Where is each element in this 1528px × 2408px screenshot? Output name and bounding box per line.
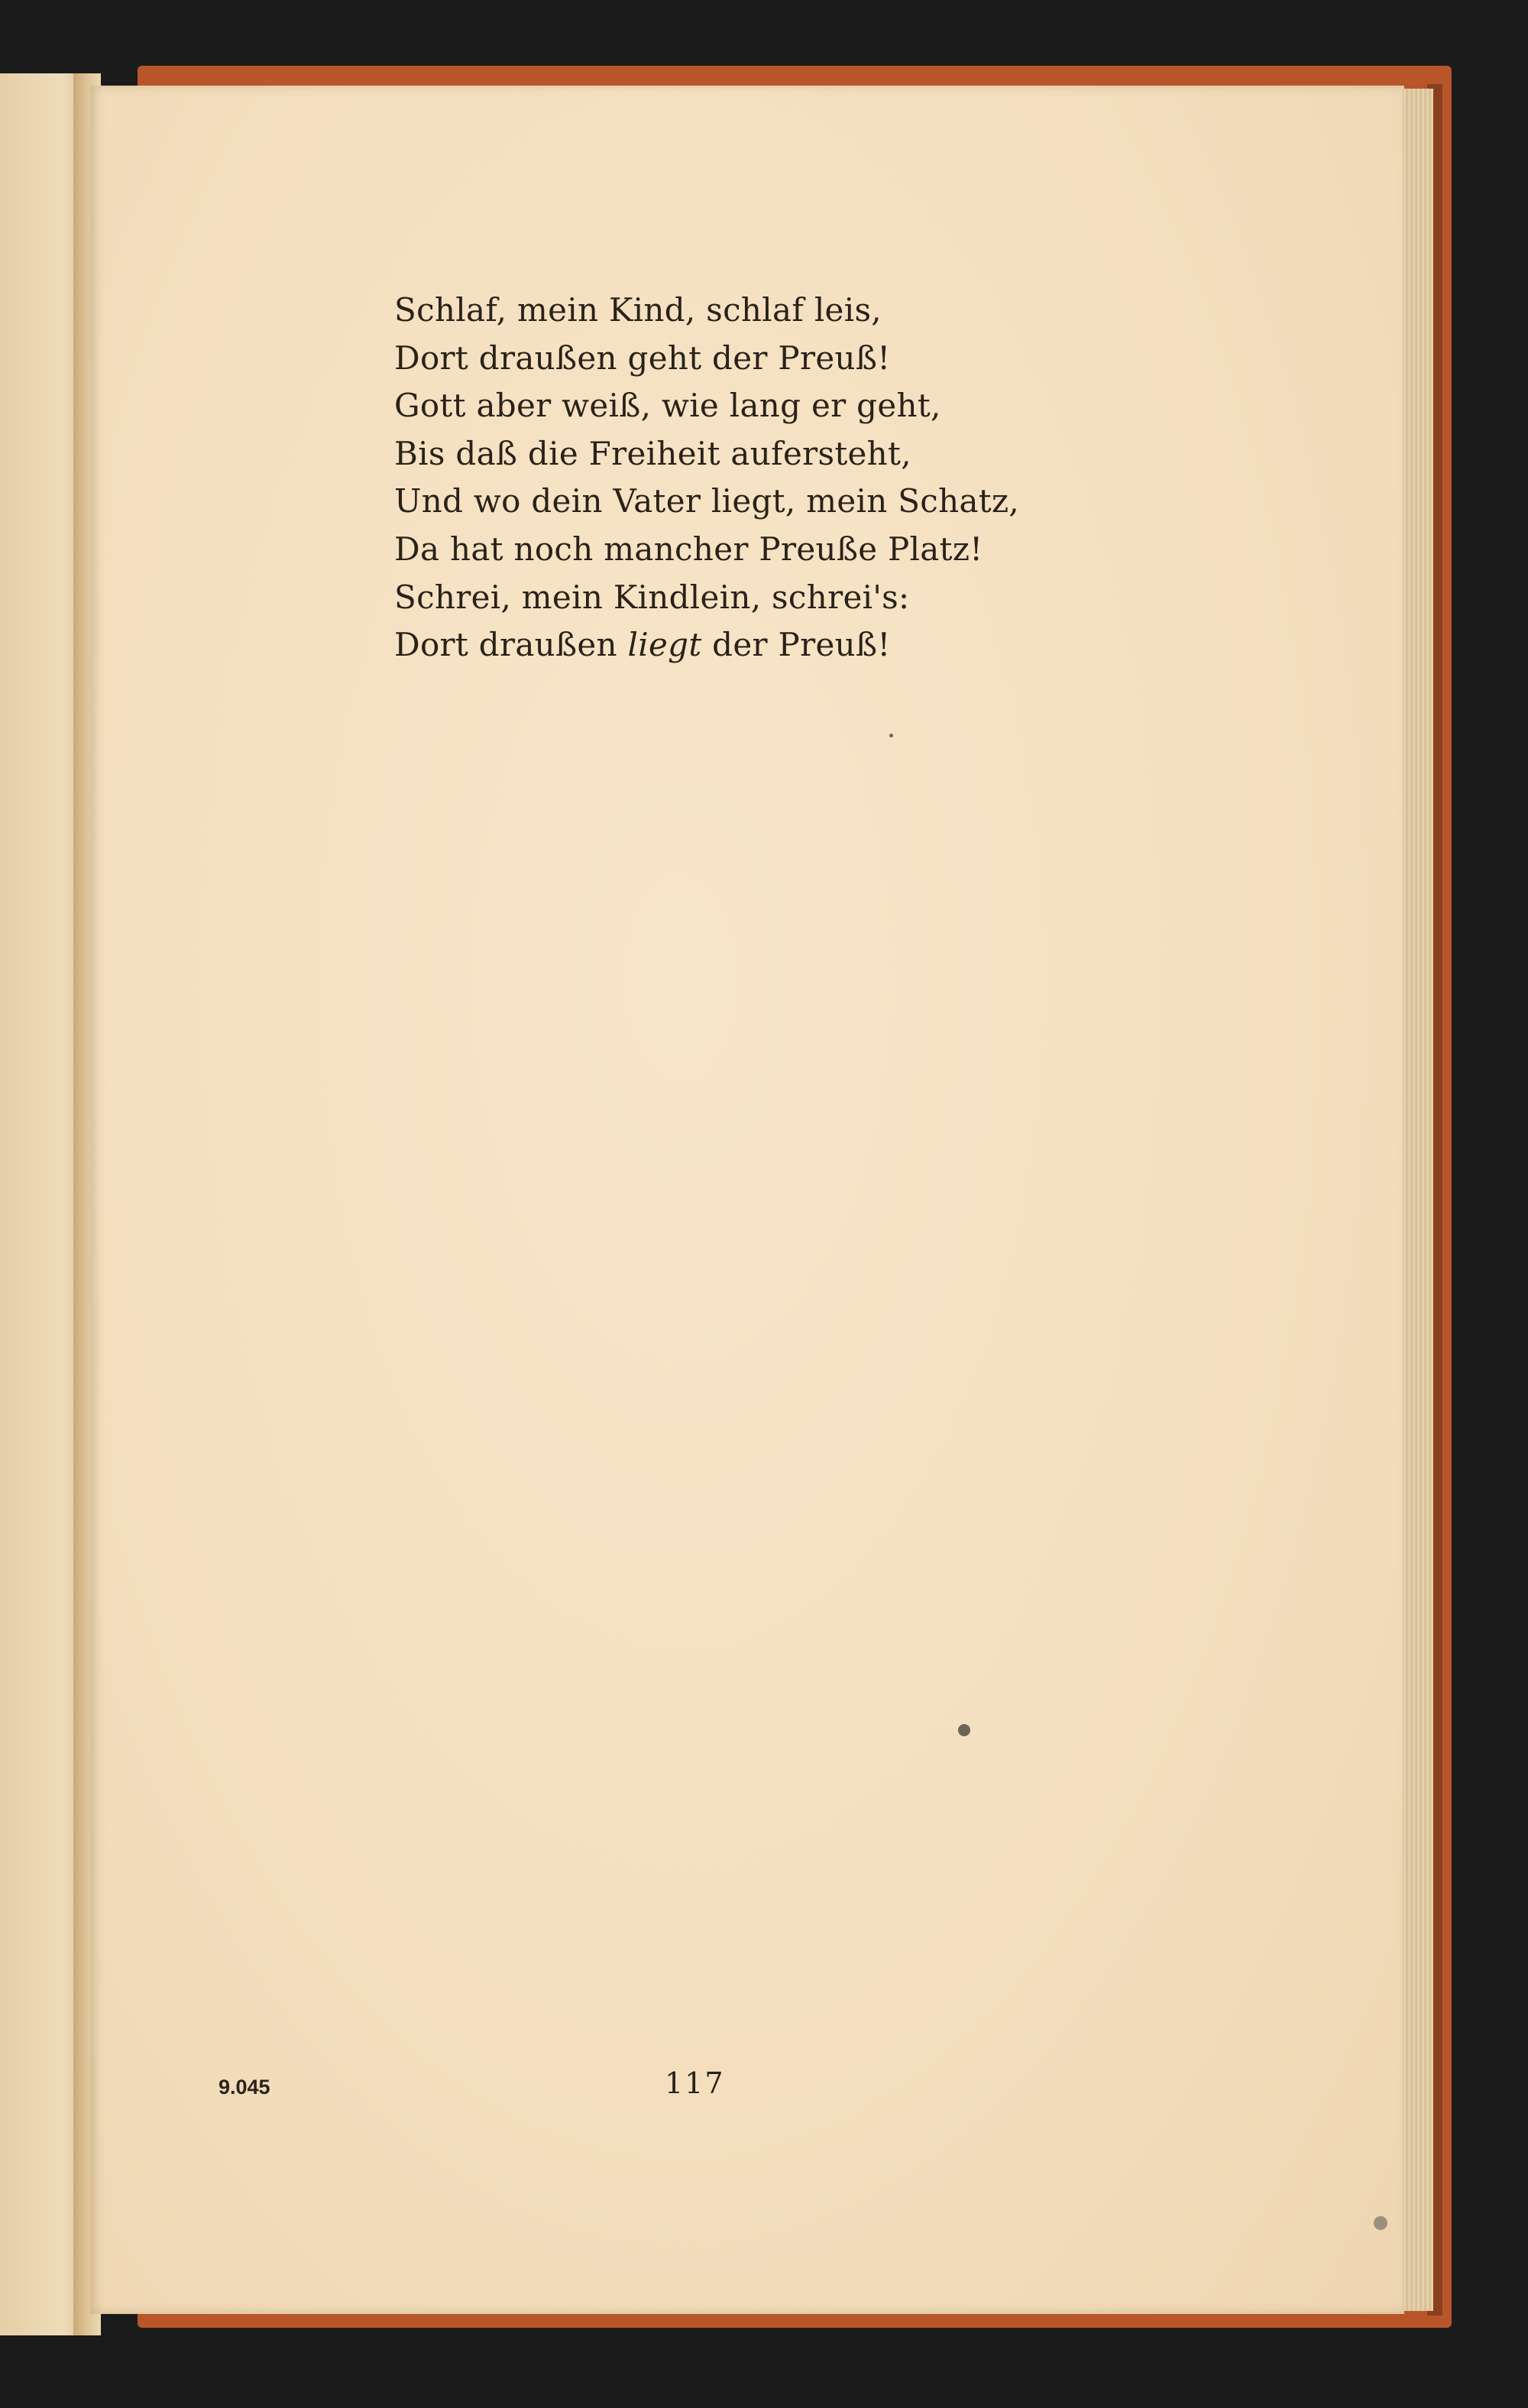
poem-line: Da hat noch mancher Preuße Platz! <box>394 530 983 568</box>
poem-line: Dort draußen geht der Preuß! <box>394 339 891 377</box>
page-number: 117 <box>665 2066 725 2100</box>
page-speck <box>889 734 893 737</box>
poem-line: Bis daß die Freiheit aufersteht, <box>394 434 911 472</box>
catalog-number: 9.045 <box>219 2076 270 2098</box>
poem-line: Gott aber weiß, wie lang er geht, <box>394 387 941 425</box>
poem-italic-word: liegt <box>627 626 702 664</box>
poem-line-last <box>394 621 1235 669</box>
page-speck <box>1374 2216 1387 2230</box>
page-speck <box>958 1724 970 1736</box>
poem-line: Schrei, mein Kindlein, schrei's: <box>394 578 910 616</box>
poem-stanza <box>394 287 1235 669</box>
poem-text-segment: Dort draußen <box>394 626 628 664</box>
poem-text-segment: der Preuß! <box>701 626 891 664</box>
poem-line: Und wo dein Vater liegt, mein Schatz, <box>394 482 1020 520</box>
poem-line: Schlaf, mein Kind, schlaf leis, <box>394 291 882 329</box>
page-block-edges <box>1403 89 1433 2311</box>
